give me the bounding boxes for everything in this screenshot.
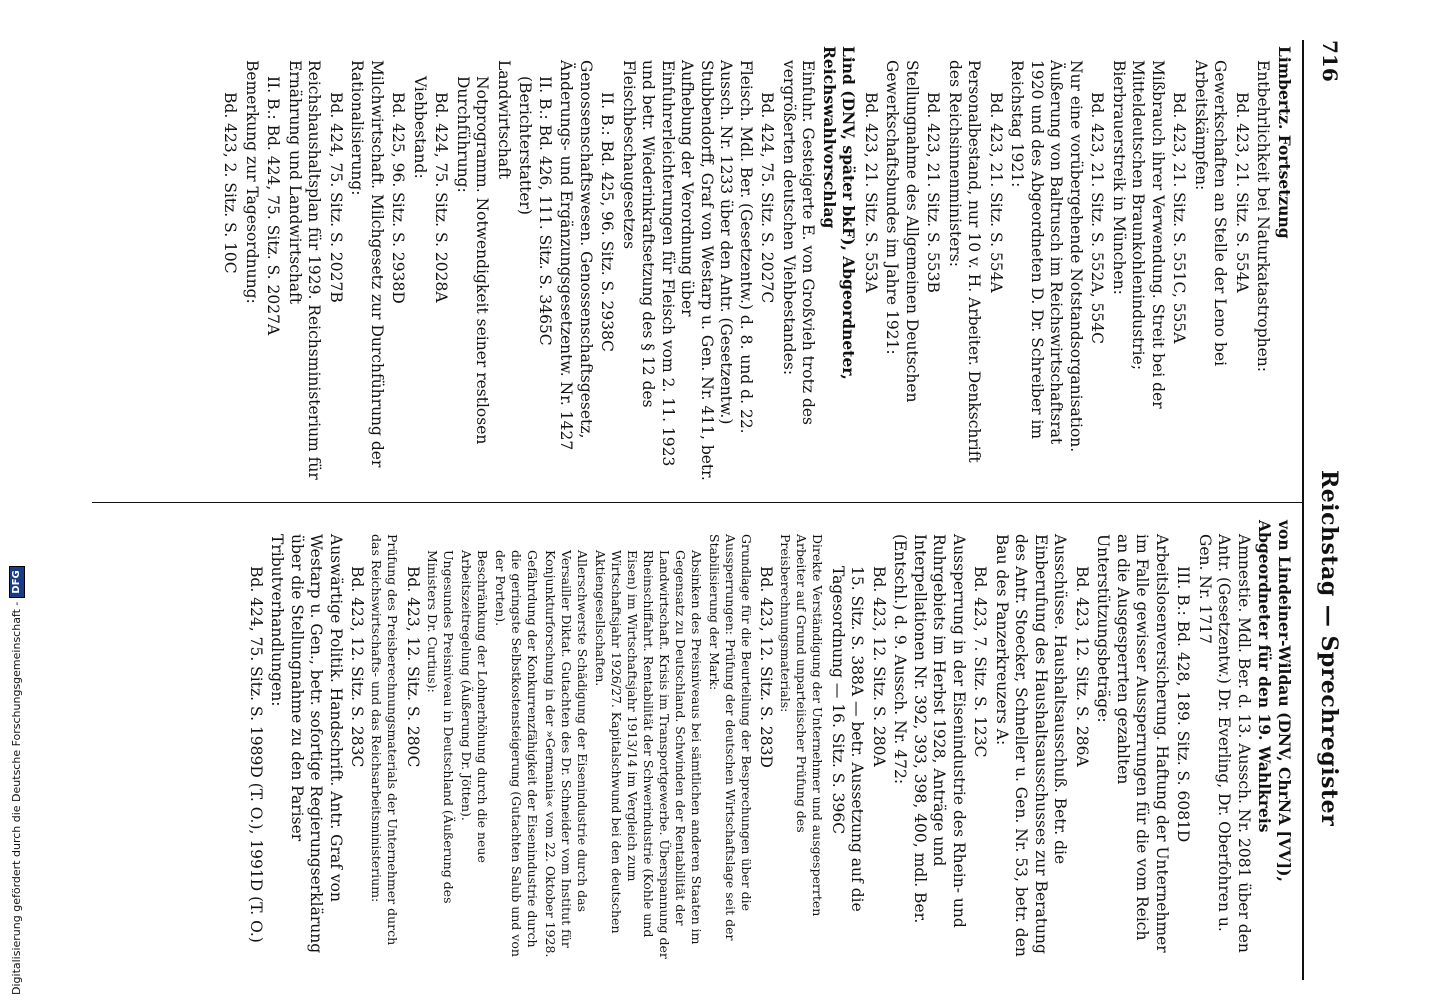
page-title: Reichstag — Sprechregister: [1316, 470, 1342, 827]
left-column-entry: Reichshaushaltsplan für 1929. Reichsministerium für Ernährung und Landwirtschaft: [286, 60, 324, 480]
right-column-entry: Bd. 423, 12. Sitz. S. 286A: [1073, 566, 1091, 767]
header-rule: [1302, 40, 1304, 980]
footer-rotated: [6, 5, 28, 995]
right-column-entry: Amnestie. Mdl. Ber. d. 13. Aussch. Nr. 2081 über den Antr. (Gesetzentw.) Dr. Everling, Dr. Oberfohren u. Gen. Nr. 1717: [1196, 534, 1253, 953]
left-column-entry: Nur eine vorübergehende Notstandsorganisation. Äußerung von Baltrusch im Reichswirtschaftsrat 1920 und des Abgeordneten D. Dr. Schreiber im Reichstag 1921:: [1008, 60, 1085, 453]
right-column-entry: Aussperrung in der Eisenindustrie des Rhein- und Ruhrgebiets im Herbst 1928, Anträge und Interpellationen Nr. 392, 393, 398, 400, mdl. Ber. (Entschl.) d. 9. Aussch. Nr. 472:: [891, 534, 968, 928]
right-column-entry: Bd. 423, 12. Sitz. S. 283D: [757, 566, 776, 768]
left-column-entry: Notprogramm. Notwendigkeit seiner restlosen Durchführung:: [454, 76, 492, 445]
left-column-entry: Bd. 424, 75. Sitz. S. 2028A: [432, 92, 451, 303]
left-column-entry: Viehbestand:: [411, 76, 429, 179]
right-column-entry: Bd. 423, 12. Sitz. S. 280C: [404, 566, 422, 768]
right-column-entry: Bd. 423, 12. Sitz. S. 280A: [870, 566, 888, 767]
right-column-entry: Bd. 423, 12. Sitz. S. 283C: [348, 566, 367, 768]
right-column-entry: Direkte Verständigung der Unternehmer und ausgesperrten Arbeiter auf Grund unparteiischer Prüfung des Preisberechnungsmaterials:: [778, 534, 826, 917]
right-column-entry: Arbeitslosenversicherung. Haftung der Unternehmer im Falle gewisser Aussperrungen für die vom Reich an die Ausgesperrten gezahlten Unterstützungsbeträge:: [1094, 534, 1171, 953]
left-column-entry: Bd. 423, 21. Sitz. S. 554A: [1233, 92, 1251, 293]
left-column-entry: Bd. 423, 21. Sitz. S. 554A: [987, 92, 1005, 293]
left-column-entry: Milchwirtschaft. Milchgesetz zur Durchführung der Rationalisierung:: [348, 60, 386, 468]
left-column-entry: II. B.: Bd. 424, 75. Sitz. S. 2027A: [264, 76, 283, 336]
right-column-entry: Auswärtige Politik. Handschrift. Antr. Graf von Westarp u. Gen., betr. sofortige Regierungserklärung über die Stellungnahme zu den Pariser Tributverhandlungen:: [268, 534, 345, 954]
page-number: 716: [1318, 40, 1342, 82]
right-column-entry: Allerschwerste Schädigung der Eisenindustrie durch das Versailler Diktat. Gutachten des Dr. Schneider vom Institut für Konjunkturforschung in der »Germania« vom 22. Oktober 1928.: [543, 550, 590, 958]
dfg-logo: DFG: [9, 566, 25, 597]
left-column-entry: Personalbestand, nur 10 v. H. Arbeiter. Denkschrift des Reichsinnenministers:: [946, 60, 984, 463]
right-column: [244, 520, 1295, 960]
right-column-entry: Gefährdung der Konkurrenzfähigkeit der Eisenindustrie durch die geringste Selbstkostensteigerung (Gutachten Salub und von der Porten).: [493, 550, 540, 957]
left-column-entry: Limbertz. Fortsetzung: [1275, 46, 1294, 239]
right-column-entry: Grundlage für die Beurteilung der Besprechungen über die Aussperrungen: Prüfung der deutschen Wirtschaftslage seit der Stabilisierung der Mark:: [707, 534, 754, 941]
left-column-entry: Entbehrlichkeit bei Naturkatastrophen:: [1254, 60, 1273, 372]
right-column-entry: von Lindeiner-Wildau (DNV, ChrNA [VV]), Abgeordneter für den 19. Wahlkreis: [1255, 520, 1294, 882]
left-column-entry: Bd. 424, 75. Sitz. S. 2027C: [758, 92, 777, 304]
column-divider: [92, 502, 1302, 503]
left-column-entry: Einfuhr. Gesteigerte E. von Großvieh trotz des vergrößerten deutschen Viehbestandes:: [780, 60, 818, 425]
left-column-entry: Bd. 425, 96. Sitz. S. 2938D: [389, 92, 408, 304]
right-column-entry: Prüfung des Preisberechnungsmaterials der Unternehmer durch das Reichswirtschafts- und das Reichsarbeitsministerium:: [369, 534, 401, 946]
left-column-entry: Bd. 423, 21. Sitz. S. 553B: [924, 92, 943, 293]
right-column-entry: Ungesundes Preisniveau in Deutschland (Äußerung des Ministers Dr. Curtius):: [425, 550, 456, 904]
left-column-entry: Genossenschaftswesen. Genossenschaftsgesetz, Änderungs- und Ergänzungsgesetzentw. Nr. 1427: [557, 60, 595, 451]
right-column-entry: Absinken des Preisniveaus bei sämtlichen anderen Staaten im Gegensatz zu Deutschland. Schwinden der Rentabilität der Landwirtschaft. Krisis im Transportgewerbe. Überspannung der Rheinschiffahrt. Rentabilität der Schwerindustrie (Kohle und Eisen) im Wirtschaftsjahr 1913/14 im Vergleich zum Wirtschaftsjahr 1926/27. Kapitalschwund bei den deutschen Aktiengesellschaften.: [593, 550, 704, 959]
right-column-entry: III. B.: Bd. 428, 189. Sitz. S. 6081D: [1174, 566, 1193, 843]
left-column-entry: II. B.: Bd. 425, 96. Sitz. S. 2938C: [598, 92, 617, 352]
left-column-entry: Landwirtschaft: [495, 60, 513, 180]
left-column-entry: II. B.: Bd. 426, 111. Sitz. S. 3465C (Berichterstatter): [516, 76, 554, 346]
right-column-entry: Beschränkung der Lohnerhöhung durch die neue Arbeitszeitregelung (Äußerung Dr. Jötten).: [459, 550, 490, 863]
right-column-entry: Bd. 423, 7. Sitz. S. 123C: [971, 566, 990, 758]
right-column-entry: Bd. 424, 75. Sitz. S. 1989D (T. O.), 1991D (T. O.): [247, 566, 265, 943]
left-column-entry: Mißbrauch ihrer Verwendung. Streit bei der Mitteldeutschen Braunkohlenindustrie; Bierbrauerstreik in München:: [1110, 60, 1167, 409]
left-column-entry: Bd. 423, 21. Sitz. S. 552A, 554C: [1088, 92, 1107, 345]
left-column-entry: Bd. 424, 75. Sitz. S. 2027B: [327, 92, 345, 303]
left-column-entry: Gewerkschaften an Stelle der Leno bei Arbeitskämpfen:: [1192, 60, 1230, 367]
footer: [6, 5, 28, 995]
left-column-entry: Lind (DNV, später bkF), Abgeordneter, Reichswahlvorschlag: [820, 46, 859, 380]
left-column-entry: Bd. 423, 2. Sitz. S. 10C: [221, 92, 240, 274]
page-header: [1302, 40, 1342, 980]
left-column-entry: Stellungnahme des Allgemeinen Deutschen Gewerkschaftsbundes im Jahre 1921:: [883, 60, 921, 403]
right-column-entry: Ausschüsse. Haushaltsausschuß. Betr. die Einberufung des Haushaltsausschusses zur Beratung des Antr. Stoecker, Schneller u. Gen. Nr. 53, betr. den Bau des Panzerkreuzers A:: [993, 534, 1070, 957]
right-column-entry: 15. Sitz. S. 388A — betr. Aussetzung auf die Tagesordnung — 16. Sitz. S. 396C: [829, 566, 867, 912]
left-column: [218, 46, 1294, 486]
left-column-entry: Fleisch. Mdl. Ber. (Gesetzentw.) d. 8. und d. 22. Aussch. Nr. 1233 über den Antr. (Gesetzentw.) Stubbendorff, Graf von Westarp u. Gen. Nr. 411, betr. Aufhebung der Verordnung über Einfuhrerleichterungen für Fleisch vom 2. 11. 1923 und betr. Wiederinkraftsetzung des § 12 des Fleischbeschaugesetzes: [620, 60, 755, 481]
left-column-entry: Bd. 423, 21. Sitz. S. 553A: [862, 92, 880, 293]
footer-text: Digitalisierung gefördert durch die Deutsche Forschungsgemeinschaft -: [10, 601, 23, 995]
left-column-entry: Bemerkung zur Tagesordnung:: [243, 60, 261, 304]
left-column-entry: Bd. 423, 21. Sitz. S. 551C, 555A: [1170, 92, 1189, 344]
